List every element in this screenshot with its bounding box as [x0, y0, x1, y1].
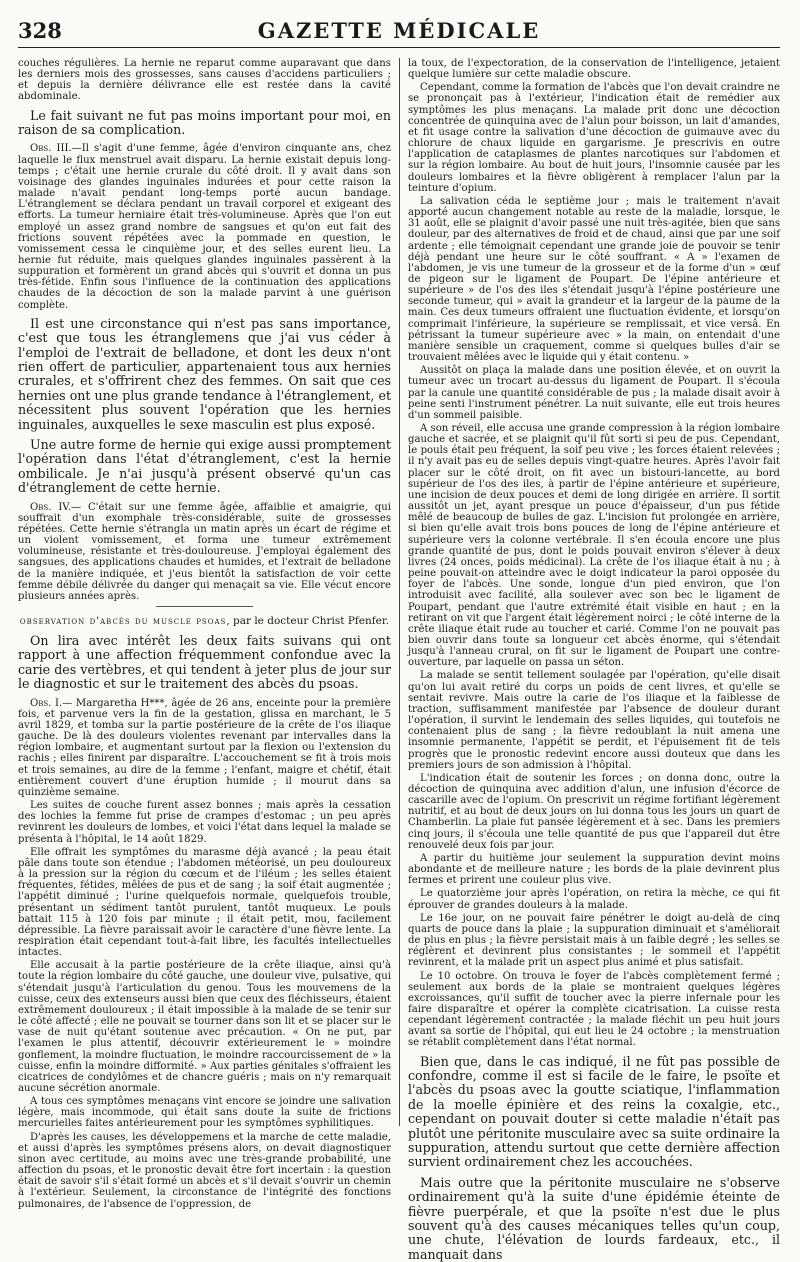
observation-paragraph	[18, 698, 391, 798]
section-label: observation d'abcès du muscle psoas	[19, 615, 227, 628]
observation-paragraph	[18, 502, 391, 602]
observation-text: — C'était sur une femme âgée, affaiblie et amaigrie, qui souffrait d'un exomphale très-considérable, suite de grossesses répétées. Cette hernie s'étrangla un matin après un écart de régime et un violent vomissement, et forma une tumeur extrêmement volumineuse, résistante et très-douloureuse. J'employai également des sangsues, des applications chaudes et humides, et l'extrait de belladone de la manière indiquée, et j'eus bientôt la satisfaction de voir cette femme débile délivrée du danger qui menaçait sa vie. Elle vécut encore plusieurs années après.	[18, 501, 391, 602]
paragraph: Le 16e jour, on ne pouvait faire pénétrer le doigt au-delà de cinq quarts de pouce dans la plaie ; la suppuration diminuait et s'améliorait de plus en plus ; la fièvre persistait mais à un faible degré ; les selles se réglèrent et devinrent plus consistantes ; le sommeil et l'appétit revinrent, et la malade prit un aspect plus animé et plus satisfait.	[408, 912, 780, 969]
lead-paragraph: Mais outre que la péritonite musculaire ne s'observe ordinairement qu'à la suite d'une épidémie éteinte de fièvre puerpérale, et que la psoïte n'est due le plus souvent qu'à des causes mécaniques telles qu'un coup, une chute, l'élévation de lourds fardeaux, etc., il manquait dans	[408, 1174, 780, 1262]
observation-label: Obs. III.	[30, 143, 72, 155]
observation-label: Obs. IV.	[30, 501, 72, 513]
page-header	[18, 16, 780, 48]
section-author: , par le docteur Christ Pfenfer.	[226, 615, 390, 628]
lead-paragraph: Une autre forme de hernie qui exige aussi promptement l'opération dans l'état d'étranglement, c'est la hernie ombilicale. Je n'ai jusqu'à présent observé qu'un cas d'étranglement de cette hernie.	[18, 437, 391, 496]
observation-label: Obs. I.	[30, 697, 63, 709]
paragraph: Les suites de couche furent assez bonnes ; mais après la cessation des lochies la femme fut prise de crampes d'estomac ; un peu après revinrent les douleurs de lombes, et voici l'état dans lequel la malade se présenta à l'hôpital, le 14 août 1829.	[18, 800, 391, 845]
paragraph: A son réveil, elle accusa une grande compression à la région lombaire gauche et sacrée, et se plaignit qu'il fût sorti si peu de pus. Cependant, le pouls était peu fréquent, la soif peu vive ; les forces étaient relevées ; il n'y avait pas eu de selles depuis vingt-quatre heures. Après l'avoir fait placer sur le côté droit, on fit avec un bistouri-lancette, au bord supérieur de l'os des iles, à partir de l'épine antérieure et supérieure, une incision de deux pouces et demi de long dirigée en arrière. Il sortit aussitôt un jet, ayant presque un pouce d'épaisseur, d'un pus fétide mêlé de beaucoup de bulles de gaz. L'incision fut prolongée en arrière, si bien qu'elle avait trois bons pouces de long de l'épine antérieure et supérieure vers la colonne vertébrale. Il s'en écoula encore une plus grande quantité de pus, dont le poids pouvait environ s'élever à deux livres (24 onces, poids médicinal). La crête de l'os iliaque était à nu ; à peine pouvait-on atteindre avec le doigt indicateur la paroi opposée du foyer de l'abcès. Une sonde, longue d'un pied environ, que l'on introduisit avec facilité, alla soulever avec son bec le ligament de Poupart, pendant que l'autre extrémité était visible en haut ; en la retirant on vit que l'argent était légèrement noirci ; le côté interne de la crête iliaque était rude au toucher et carié. Comme l'on ne pouvait pas bien ouvrir dans toute sa longueur cet abcès énorme, qui s'étendait jusqu'à l'anneau crural, on fit sur le ligament de Poupart une contre-ouverture, par laquelle on passa un séton.	[408, 423, 780, 669]
paragraph: Le 10 octobre. On trouva le foyer de l'abcès complètement fermé ; seulement aux bords de la plaie se montraient quelques légères excroissances, qu'il suffit de toucher avec la pierre infernale pour les faire disparaître et opérer la complète cicatrisation. La cuisse resta cependant légèrement contractée ; la malade fléchit un peu huit jours avant sa sortie de l'hôpital, qui eut lieu le 24 octobre ; la menstruation se rétablit complètement dans l'état normal.	[408, 970, 780, 1049]
lead-paragraph: Le fait suivant ne fut pas moins important pour moi, en raison de sa complication.	[18, 107, 391, 138]
two-column-body	[18, 58, 780, 1262]
paragraph: L'indication était de soutenir les forces ; on donna donc, outre la décoction de quinquina avec addition d'alun, une infusion d'écorce de cascarille avec de l'opium. On prescrivit un régime fortifiant légèrement nutritif, et au bout de deux jours on lui donna tous les jours un quart de Chamberlin. La plaie fut pansée légèrement et à sec. Dans les premiers cinq jours, il s'écoula une telle quantité de pus que l'appareil dut être renouvelé deux fois par jour.	[408, 772, 780, 851]
right-column	[399, 58, 780, 1262]
observation-paragraph	[18, 143, 391, 310]
paragraph: A partir du huitième jour seulement la suppuration devint moins abondante et de meilleure nature ; les bords de la plaie devinrent plus fermes et prirent une couleur plus vive.	[408, 852, 780, 887]
paragraph: la toux, de l'expectoration, de la conservation de l'intelligence, jetaient quelque lumière sur cette maladie obscure.	[408, 58, 780, 81]
journal-title: GAZETTE MÉDICALE	[257, 18, 541, 43]
lead-paragraph: Il est une circonstance qui n'est pas sans importance, c'est que tous les étranglemens que j'ai vus céder à l'emploi de l'extrait de belladone, et dont les deux n'ont rien offert de particulier, appartenaient tous aux hernies crurales, et s'offrirent chez des femmes. On sait que ces hernies ont une plus grande tendance à l'étranglement, et nécessitent plus souvent l'opération que les hernies inguinales, auxquelles le sexe masculin est plus exposé.	[18, 315, 391, 432]
paragraph: Cependant, comme la formation de l'abcès que l'on devait craindre ne se prononçait pas à l'extérieur, l'indication était de remédier aux symptômes les plus menaçans. La malade prit donc une décoction concentrée de quinquina avec de l'alun pour boisson, un lait d'amandes, et fit usage contre la salivation d'une décoction de guimauve avec du chlorure de chaux liquide en gargarisme. Je prescrivis en outre l'application de cataplasmes de plantes narcotiques sur l'abdomen et sur la région lombaire. Au bout de huit jours, l'insomnie causée par les douleurs lombaires et la fièvre obligèrent à remplacer l'alun par la teinture d'opium.	[408, 82, 780, 194]
section-divider	[156, 606, 253, 607]
paragraph: Elle offrait les symptômes du marasme déjà avancé ; la peau était pâle dans toute son étendue ; l'abdomen météorisé, un peu douloureux à la pression sur la région du cœcum et de l'iléum ; les selles étaient fréquentes, fétides, mêlées de pus et de sang ; la soif était augmentée ; l'appétit diminué ; l'urine quelquefois normale, quelquefois trouble, présentant un sédiment tantôt purulent, tantôt muqueux. Le pouls battait 115 à 120 fois par minute ; il était petit, mou, facilement dépressible. La fièvre paraissait avoir le caractère d'une fièvre lente. La respiration était cependant tout-à-fait libre, les facultés intellectuelles intactes.	[18, 846, 391, 959]
paragraph: Le quatorzième jour après l'opération, on retira la mèche, ce qui fit éprouver de grandes douleurs à la malade.	[408, 888, 780, 911]
paragraph: D'après les causes, les développemens et la marche de cette maladie, et aussi d'après les symptômes présens alors, on devait diagnostiquer sinon avec certitude, au moins avec une très-grande probabilité, une affection du psoas, et le pronostic devait être fort incertain : la question était de savoir s'il s'était formé un abcès et s'il devait s'ouvrir un chemin à l'extérieur. Seulement, la circonstance de l'intégrité des fonctions pulmonaires, de l'absence de l'oppression, de	[18, 1131, 391, 1210]
paragraph: La malade se sentit tellement soulagée par l'opération, qu'elle disait qu'on lui avait retiré du corps un poids de cent livres, et qu'elle se sentait revivre. Mais outre la carie de l'os iliaque et la faiblesse de traction, suffisamment manifestée par l'absence de douleur durant l'opération, il survint le lendemain des selles liquides, qui toutefois ne contenaient plus de sang ; la fièvre redoublant la nuit amena une insomnie permanente, l'appétit se perdit, et l'épuisement fit de tels progrès que le pronostic redevint encore aussi douteux que dans les premiers jours de son admission à l'hôpital.	[408, 670, 780, 771]
observation-text: —Il s'agit d'une femme, âgée d'environ cinquante ans, chez laquelle le flux menstruel avait disparu. La hernie existait depuis long-temps ; c'était une hernie crurale du côté droit. Il y avait dans son voisinage des glandes inguinales indurées et pour cette raison la malade n'avait pendant long-temps porté aucun bandage. L'étranglement se déclara pendant un travail corporel et exigeant des efforts. La tumeur herniaire était très-volumineuse. Après que l'on eut employé un assez grand nombre de sangsues et qu'on eut fait des frictions souvent répétées avec la pommade en question, le vomissement cessa le cinquième jour, et des selles eurent lieu. La hernie fut réduite, mais quelques glandes inguinales passèrent à la suppuration et formèrent un grand abcès qui s'ouvrit et donna un pus très-fétide. Enfin sous l'influence de la continuation des applications chaudes de la décoction de son la malade parvint à une guérison complète.	[18, 143, 391, 311]
paragraph: Elle accusait à la partie postérieure de la crête iliaque, ainsi qu'à toute la région lombaire du côté gauche, une douleur vive, pulsative, qui s'étendait jusqu'à l'articulation du genou. Tous les mouvemens de la cuisse, ceux des extenseurs aussi bien que ceux des fléchisseurs, étaient extrêmement douloureux ; il était impossible à la malade de se tenir sur le côté affecté ; elle ne pouvait se tourner dans son lit et se placer sur le vase de nuit qu'étant soutenue avec précaution. « On ne put, par l'examen le plus attentif, découvrir extérieurement le » moindre gonflement, la moindre fluctuation, le moindre raccourcissement de » la cuisse, enfin la moindre difformité. » Aux parties génitales s'offraient les cicatrices de condylômes et de chancre guéris ; mais on n'y remarquait aucune sécrétion anormale.	[18, 960, 391, 1094]
paragraph: A tous ces symptômes menaçans vint encore se joindre une salivation légère, mais incommode, qui était sans doute la suite de frictions mercurielles faites antérieurement pour les symptômes syphilitiques.	[18, 1096, 391, 1130]
lead-paragraph: Bien que, dans le cas indiqué, il ne fût pas possible de confondre, comme il est si facile de le faire, le psoïte et l'abcès du psoas avec la goutte sciatique, l'inflammation de la moelle épinière et des reins la coxalgie, etc., cependant on pouvait douter si cette maladie n'était pas plutôt une péritonite musculaire avec sa suite ordinaire la suppuration, attendu surtout que cette dernière affection survient ordinairement chez les accouchées.	[408, 1053, 780, 1170]
paragraph: La salivation céda le septième jour ; mais le traitement n'avait apporté aucun changement notable au reste de la maladie, lorsque, le 31 août, elle se plaignit d'avoir passé une nuit très-agitée, bien que sans douleur, par des alternatives de froid et de chaud, ainsi que par une soif ardente ; elle témoignait cependant une grande joie de pouvoir se tenir déjà pendant une heure sur le côté souffrant. « A » l'examen de l'abdomen, je vis une tumeur de la grosseur et de la forme d'un » œuf de pigeon sur le ligament de Poupart. De l'épine antérieure et supérieure » de l'os des iles s'étendait jusqu'à l'épine postérieure une seconde tumeur, qui » avait la grandeur et la largeur de la paume de la main. Ces deux tumeurs offraient une fluctuation évidente, et lorsqu'on comprimait l'inférieure, la supérieure se remplissait, et vice versâ. En pétrissant la tumeur supérieure avec » la main, on entendait d'une manière sensible un craquement, comme si quelques bulles d'air se trouvaient mêlées avec le liquide qui y était contenu. »	[408, 195, 780, 364]
observation-text: — Margaretha H***, âgée de 26 ans, enceinte pour la première fois, et parvenue vers la fin de la gestation, glissa en marchant, le 5 avril 1829, et tomba sur la partie postérieure de la crête de l'os iliaque gauche. De là des douleurs violentes revenant par intervalles dans la région lombaire, et augmentant surtout par la flexion ou l'extension du rachis ; elles finirent par disparaître. L'accouchement se fit à trois mois et trois semaines, au dire de la femme ; l'enfant, maigre et chétif, était entièrement couvert d'une éruption humide ; il mourut dans sa quinzième semaine.	[18, 697, 392, 798]
page-number: 328	[18, 18, 62, 43]
left-column	[18, 58, 399, 1210]
paragraph: Aussitôt on plaça la malade dans une position élevée, et on ouvrit la tumeur avec un trocart au-dessus du ligament de Poupart. Il s'écoula par la canule une quantité considérable de pus ; la malade disait avoir à peine senti l'instrument pénétrer. La nuit suivante, elle eut trois heures d'un sommeil paisible.	[408, 365, 780, 421]
lead-paragraph: On lira avec intérêt les deux faits suivans qui ont rapport à une affection fréquemment confondue avec la carie des vertèbres, et qui tendent à jeter plus de jour sur le diagnostic et sur le traitement des abcès du psoas.	[18, 633, 391, 692]
paragraph: couches régulières. La hernie ne reparut comme auparavant que dans les derniers mois des grossesses, sans causes d'accidens particuliers ; et depuis la dernière délivrance elle est restée dans la cavité abdominale.	[18, 58, 391, 103]
section-title	[18, 615, 391, 628]
